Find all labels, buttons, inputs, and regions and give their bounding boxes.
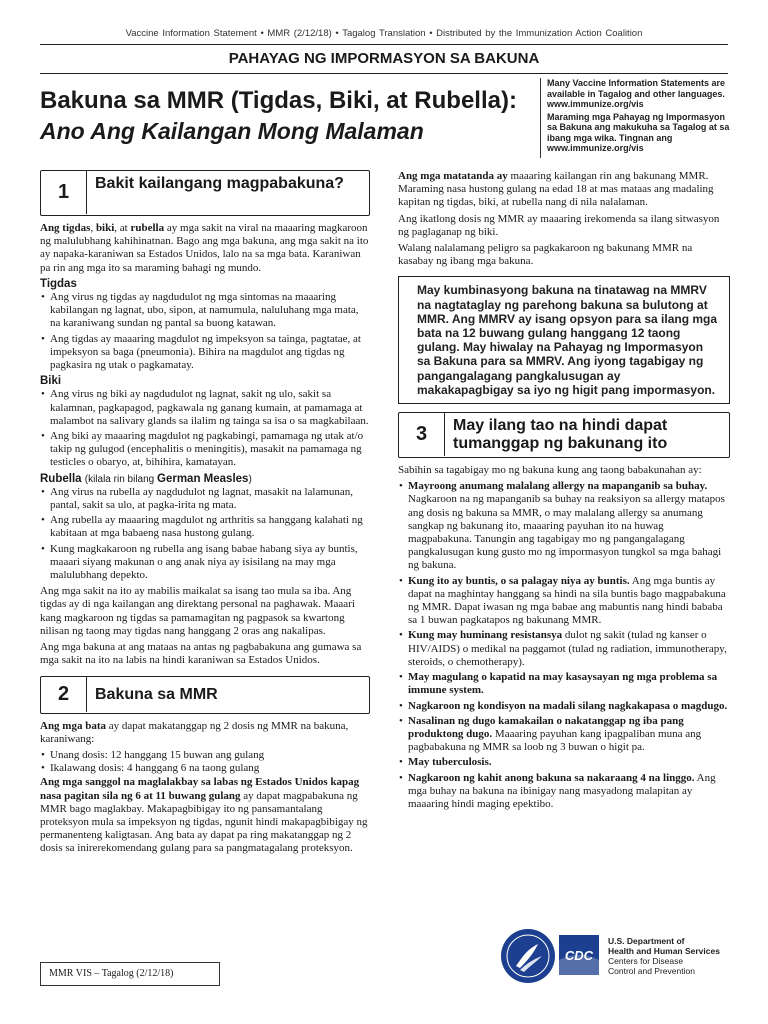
top-distribution-line: Vaccine Information Statement • MMR (2/12/18) • Tagalog Translation • Distributed by the Immunization Action Coalition: [125, 28, 643, 39]
rubella-heading: Rubella (kilala rin bilang German Measles): [40, 472, 252, 485]
hhs-seal-icon: [500, 928, 556, 984]
list-item: • Unang dosis: 12 hanggang 15 buwan ang gulang: [40, 749, 370, 762]
hhs-line-2: Health and Human Services: [608, 946, 720, 956]
list-item: • Kung ito ay buntis, o sa palagay niya ay buntis. Ang mga buntis ay dapat na maghintay hanggang sa hindi na sila buntis bago magpabakuna ng MMR. Dapat iwasan ng mga babae ang mabuntis nang hindi bababa sa 1 buwan pagkatapos ng bakunang MMR.: [398, 575, 730, 628]
section-3-intro: Sabihin sa tagabigay mo ng bakuna kung ang taong babakunahan ay:: [398, 464, 702, 477]
list-item: • Mayroong anumang malalang allergy na mapanganib sa buhay. Nagkaroon na ng mapanganib sa buhay na reaksiyon sa allergy matapos ang dosis ng bakuna sa MMR, o may malalang allergy sa anumang sangkap ng bakunang ito, maaaring payuhan ito na huwag magpabakuna. Tanungin ang tagabigay mo ng pangangalagang pangkalusugan kung gusto mo ng impormasyon tungkol sa mga bahagi ng bakuna.: [398, 480, 730, 572]
cdc-logo-icon: [558, 934, 600, 976]
hhs-line-1: U.S. Department of: [608, 936, 685, 946]
biki-list: [40, 388, 370, 469]
list-item: • Nagkaroon ng kondisyon na madali silang nagkakapasa o magdugo.: [398, 700, 730, 713]
list-item: • Ikalawang dosis: 4 hanggang 6 na taong gulang: [40, 762, 370, 775]
list-item: • Ang virus ng biki ay nagdudulot ng lagnat, sakit ng ulo, sakit sa kalamnan, pagkapagod, pagkawala ng ganang kumain, at pamamaga at malambot na salivary glands sa ilalim ng tainga sa isa o sa magkabilaan.: [40, 388, 370, 428]
section-2-number: 2: [41, 677, 87, 712]
section-3-title: May ilang tao na hindi dapat tumanggap ng bakunang ito: [453, 417, 668, 453]
section-3-number: 3: [399, 413, 445, 456]
language-note-english: Many Vaccine Information Statements are available in Tagalog and other languages. www.immunize.org/vis: [547, 78, 726, 109]
list-item: • May magulang o kapatid na may kasaysayan ng mga problema sa immune system.: [398, 671, 730, 697]
section-2-no-risk: Walang nalalamang peligro sa pagkakaroon ng bakunang MMR na kasabay ng ibang mga bakuna.: [398, 242, 693, 268]
biki-heading: Biki: [40, 375, 62, 388]
section-3-header: [398, 412, 730, 458]
list-item: • Ang biki ay maaaring magdulot ng pagkabingi, pamamaga ng utak at/o takip ng gulugod (encephalitis o meningitis), masakit na pamamaga ng testicles o obaryo, at, bihihira, kamatayan.: [40, 430, 370, 470]
section-2-title: Bakuna sa MMR: [95, 685, 218, 703]
section-2-adults: Ang mga matatanda ay maaaring kailangan rin ang bakunang MMR. Maraming nasa hustong gulang na edad 18 at mas mataas ang madaling kapitan ng tigdas, biki, at rubella nang di nila nalalaman.: [398, 170, 714, 209]
section-2-third-dose: Ang ikatlong dosis ng MMR ay maaaring irekomenda sa ilang sitwasyon ng paglaganap ng biki.: [398, 212, 720, 238]
section-1-intro: Ang tigdas, biki, at rubella ay mga sakit na viral na maaaring magkaroon ng malulubhang kahihinatnan. Bago ang mga bakuna, ang mga sakit na ito ay napaka-karaniwan sa Estados Unidos, lalo na sa mga bata. Karaniwan pa rin ang mga ito sa maraming bahagi ng mundo.: [40, 222, 369, 274]
tigdas-heading: Tigdas: [40, 277, 77, 290]
hhs-line-4: Control and Prevention: [608, 966, 695, 976]
section-2-header: [40, 676, 370, 714]
list-item: • Ang virus na rubella ay nagdudulot ng lagnat, masakit na lalamunan, pantal, sakit sa ulo, at pagka-irita ng mata.: [40, 486, 370, 512]
hhs-text: [608, 936, 720, 976]
list-item: • Ang rubella ay maaaring magdulot ng arthritis sa hanggang kalahati ng kabitaan at mga babaeng nasa hustong gulang.: [40, 514, 370, 540]
dose-list: [40, 749, 370, 775]
vis-header-bar: PAHAYAG NG IMPORMASYON SA BAKUNA: [40, 44, 728, 74]
hhs-line-3: Centers for Disease: [608, 956, 684, 966]
language-note: [540, 78, 730, 158]
contraindication-list: [398, 480, 730, 811]
language-note-tagalog: Maraming mga Pahayag ng Impormasyon sa Bakuna ang makukuha sa Tagalog at sa ibang mga wika. Tingnan ang www.immunize.org/vis: [547, 111, 730, 153]
page-title: Bakuna sa MMR (Tigdas, Biki, at Rubella):: [40, 87, 517, 114]
rubella-list: [40, 486, 370, 582]
section-1-number: 1: [41, 171, 87, 214]
list-item: • Nagkaroon ng kahit anong bakuna sa nakaraang 4 na linggo. Ang mga buhay na bakuna na ibinigay nang masyadong malapitan ay maaaring hindi maging epektibo.: [398, 772, 730, 812]
list-item: • Kung magkakaroon ng rubella ang isang babae habang siya ay buntis, maaari siyang makunan o ang anak niya ay isisilang na may mga malulubhang depekto.: [40, 543, 370, 583]
section-1-header: [40, 170, 370, 216]
cdc-logo-text: CDC: [564, 948, 594, 963]
page-subtitle: Ano Ang Kailangan Mong Malaman: [40, 118, 424, 144]
section-1-para-2: Ang mga sakit na ito ay mabilis maikalat sa isang tao mula sa iba. Ang tigdas ay di nga kailangan ang direktang personal na paghawak. Maaari kang magkaroon ng tigdas sa pamamagitan ng pagpasok sa kwartong nilisan ng taong may tigdas nang hanggang 2 oras ang nakalipas.: [40, 585, 355, 637]
tigdas-list: [40, 291, 370, 372]
list-item: • Ang tigdas ay maaaring magdulot ng impeksyon sa tainga, pagtatae, at impeksyon sa baga (pneumonia). Bihira na magdulot ang tigdas ng pagkasira ng utak o pagkamatay.: [40, 333, 370, 373]
list-item: • Ang virus ng tigdas ay nagdudulot ng mga sintomas na maaaring kabilangan ng lagnat, ubo, sipon, at namumula, naluluhang mga mata, na karaniwang sundan ng pantal sa buong katawan.: [40, 291, 370, 331]
footer-vis-label: MMR VIS – Tagalog (2/12/18): [40, 962, 220, 986]
mmrv-info-box: May kumbinasyong bakuna na tinatawag na MMRV na nagtataglay ng parehong bakuna sa bulutong at MMR. Ang MMRV ay isang opsyon para sa ilang mga bata na 12 buwang gulang hanggang 12 taong gulang. May hiwalay na Pahayag ng Impormasyon sa Bakuna para sa MMRV. Ang iyong tagabigay ng pangangalagang pangkalusugan ay makakapagbigay sa iyo ng higit pang impormasyon.: [398, 276, 730, 404]
title-block: [40, 86, 540, 146]
list-item: • May tuberculosis.: [398, 756, 730, 769]
section-2-children: Ang mga bata ay dapat makatanggap ng 2 dosis ng MMR na bakuna, karaniwang:: [40, 719, 349, 745]
section-1-para-3: Ang mga bakuna at ang mataas na antas ng pagbabakuna ang gumawa sa mga sakit na ito na labis na hindi karaniwan sa Estados Unidos.: [40, 641, 362, 667]
right-column: [398, 170, 730, 814]
list-item: • Nasalinan ng dugo kamakailan o nakatanggap ng iba pang produktong dugo. Maaaring payuhan kang ipagpaliban muna ang pagbabakuna ng MMR sa loob ng 3 buwan o higit pa.: [398, 715, 730, 755]
section-1-title: Bakit kailangang magpabakuna?: [95, 175, 344, 192]
section-2-infants: Ang mga sanggol na maglalakbay sa labas ng Estados Unidos kapag nasa pagitan sila ng 6 at 11 buwang gulang ay dapat magpabakuna ng MMR bago maglakbay. Makapagbibigay ito ng pansamantalang proteksyon mula sa impeksyon ng tigdas, ngunit hindi makapagbibigay ng permanenteng kaligtasan. Ang bata ay dapat pa ring makatanggap ng 2 dosis sa inirerekomendang gulang para sa pangmatagalang proteksyon.: [40, 776, 368, 855]
hhs-cdc-logo-block: [500, 928, 740, 988]
list-item: • Kung may huminang resistansya dulot ng sakit (tulad ng kanser o HIV/AIDS) o medikal na paggamot (tulad ng radiation, immunotherapy, steroids, o chemotherapy).: [398, 629, 730, 669]
left-column: [40, 170, 370, 859]
